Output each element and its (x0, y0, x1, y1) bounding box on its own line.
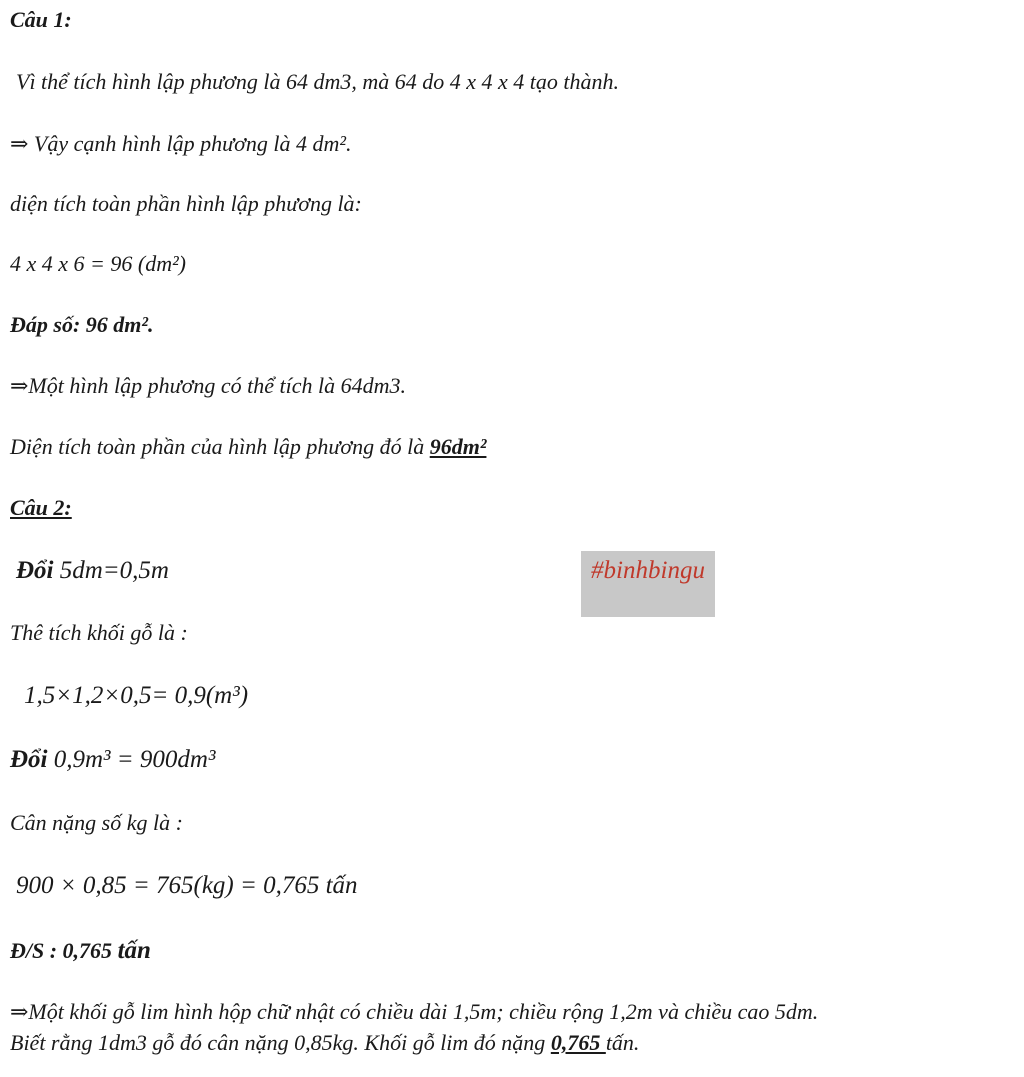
q2-answer-unit: tấn (117, 937, 151, 964)
q2-convert-volume-text: 0,9m³ = 900dm³ (47, 746, 216, 773)
q1-line-result (10, 433, 486, 461)
q2-line-volume-calc: 1,5×1,2×0,5= 0,9(m³) (24, 682, 249, 709)
q1-line-volume: Vì thể tích hình lập phương là 64 dm3, mà 64 do 4 x 4 x 4 tạo thành. (16, 69, 620, 94)
q2-line-result (10, 1029, 639, 1057)
q1-line-calc: 4 x 4 x 6 = 96 (dm²) (10, 251, 187, 276)
q2-convert-volume-label: Đổi (10, 746, 48, 773)
q2-line-conclusion: ⇒Một khối gỗ lim hình hộp chữ nhật có chiều dài 1,5m; chiều rộng 1,2m và chiều cao 5dm. (10, 999, 819, 1024)
q1-answer: Đáp số: 96 dm². (10, 312, 154, 337)
q1-result-value: 96dm² (429, 434, 487, 459)
q2-heading: Câu 2: (10, 495, 72, 520)
q1-line-edge: ⇒ Vậy cạnh hình lập phương là 4 dm². (10, 131, 352, 156)
q2-line-weight-label: Cân nặng số kg là : (10, 810, 183, 835)
q1-line-conclusion: ⇒Một hình lập phương có thể tích là 64dm3. (10, 373, 406, 398)
q2-answer (10, 937, 151, 965)
q1-line-area-label: diện tích toàn phần hình lập phương là: (10, 191, 362, 216)
q2-line-volume-label: Thê tích khối gỗ là : (10, 620, 188, 645)
q2-result-value: 0,765 (550, 1030, 606, 1055)
q1-result-text: Diện tích toàn phần của hình lập phương đó là (10, 434, 430, 459)
q2-line-weight-calc: 900 × 0,85 = 765(kg) = 0,765 tấn (16, 872, 358, 899)
q1-heading: Câu 1: (10, 7, 72, 32)
q2-convert-label: Đổi (16, 557, 54, 584)
q2-convert-text: 5dm=0,5m (53, 557, 169, 584)
q2-answer-value: Đ/S : 0,765 (10, 938, 118, 963)
q2-result-text: Biết rằng 1dm3 gỗ đó cân nặng 0,85kg. Khối gỗ lim đó nặng (10, 1030, 551, 1055)
hashtag-badge (581, 551, 715, 617)
q2-line-convert (16, 557, 169, 585)
q2-result-unit: tấn. (605, 1030, 640, 1055)
hashtag-text: #binhbingu (591, 557, 705, 584)
q2-line-convert-volume (10, 746, 215, 774)
